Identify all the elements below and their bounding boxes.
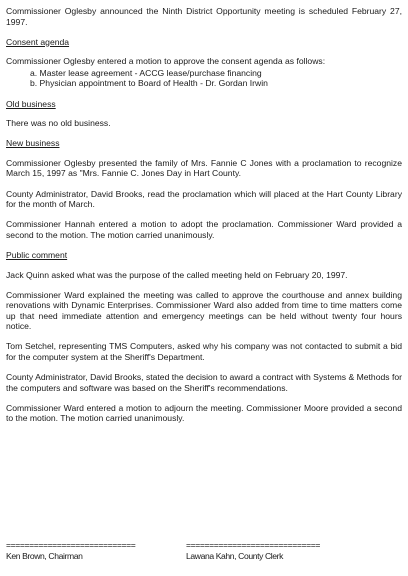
- clerk-signature: [186, 540, 320, 561]
- chairman-signature: [6, 540, 135, 561]
- clerk-name: Lawana Kahn, County Clerk: [186, 550, 284, 561]
- setchel-question-paragraph: Tom Setchel, representing TMS Computers, asked why his company was not contacted to submit a bid for the computer system at the Sheriff's Department.: [6, 341, 402, 363]
- consent-agenda-list: [6, 68, 402, 89]
- consent-agenda-heading: Consent agenda: [6, 36, 70, 47]
- new-business-heading: New business: [6, 138, 60, 149]
- consent-item-a: a. Master lease agreement - ACCG lease/purchase financing: [30, 67, 262, 78]
- consent-item-b: b. Physician appointment to Board of Health - Dr. Gordan Irwin: [30, 78, 268, 89]
- consent-motion-paragraph: Commissioner Oglesby entered a motion to approve the consent agenda as follows:: [6, 56, 326, 67]
- chairman-name: Ken Brown, Chairman: [6, 550, 83, 561]
- chairman-signature-line: ============================: [6, 540, 136, 550]
- old-business-heading: Old business: [6, 98, 56, 109]
- library-paragraph: County Administrator, David Brooks, read the proclamation which will placed at the Hart County Library for the month of March.: [6, 188, 402, 210]
- old-business-paragraph: There was no old business.: [6, 118, 111, 129]
- quinn-question-paragraph: Jack Quinn asked what was the purpose of the called meeting held on February 20, 1997.: [6, 269, 348, 280]
- intro-paragraph: Commissioner Oglesby announced the Ninth District Opportunity meeting is scheduled February 27, 1997.: [6, 6, 402, 27]
- brooks-response-paragraph: County Administrator, David Brooks, stated the decision to award a contract with Systems & Methods for the computers and software was based on the Sheriff's recommendations.: [6, 372, 402, 393]
- signature-block: [6, 540, 402, 572]
- adopt-motion-paragraph: Commissioner Hannah entered a motion to adopt the proclamation. Commissioner Ward provided a second to the motion. The motion carried unanimously.: [6, 219, 402, 240]
- ward-explanation-paragraph: Commissioner Ward explained the meeting was called to approve the courthouse and annex building renovations with Dynamic Enterprises. Commissioner Ward also added from time to time matters come up that need immediate attention and emergency meetings can be held without twenty four hours notice.: [6, 289, 402, 332]
- public-comment-heading: Public comment: [6, 249, 68, 260]
- proclamation-paragraph: Commissioner Oglesby presented the family of Mrs. Fannie C Jones with a proclamation to recognize March 15, 1997 as "Mrs. Fannie C. Jones Day in Hart County.: [6, 157, 402, 179]
- adjourn-paragraph: Commissioner Ward entered a motion to adjourn the meeting. Commissioner Moore provided a second to the motion. The motion carried unanimously.: [6, 402, 402, 424]
- clerk-signature-line: =============================: [186, 540, 320, 550]
